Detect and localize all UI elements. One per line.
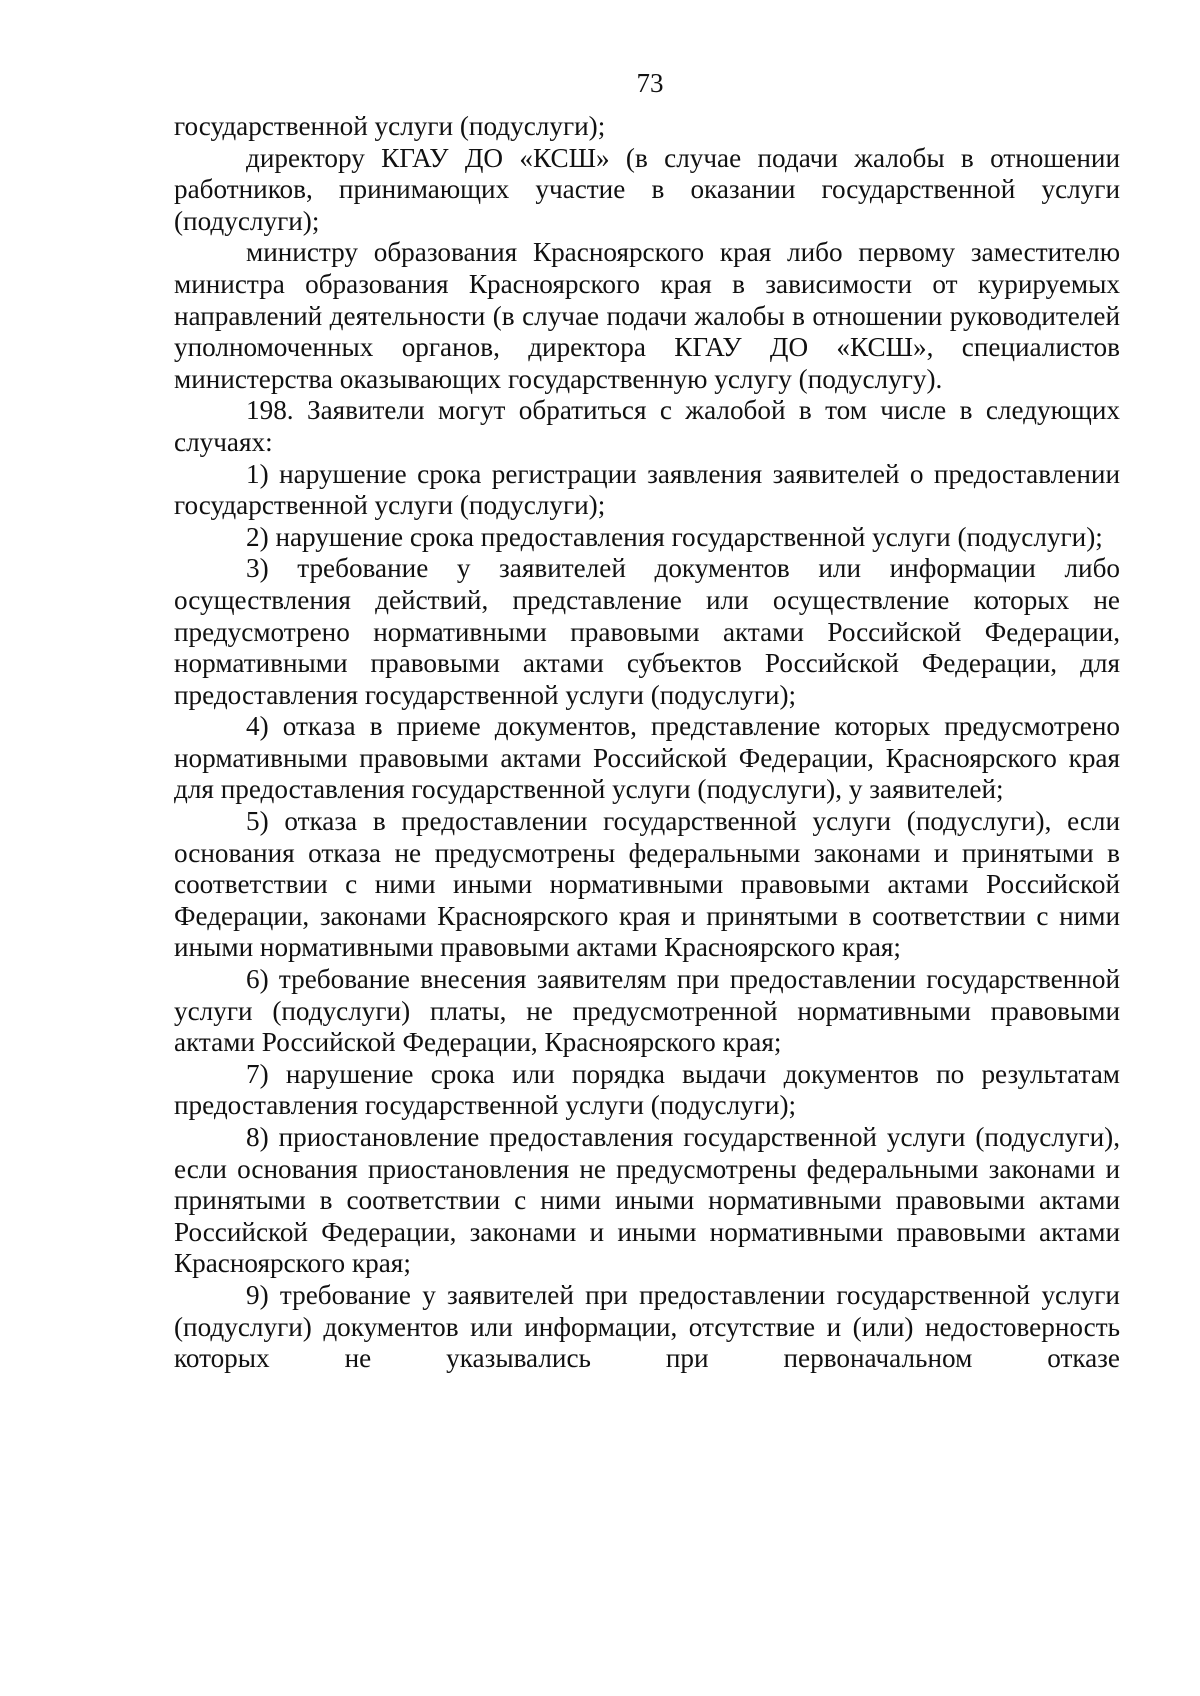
paragraph-continuation: государственной услуги (подуслуги); <box>174 111 606 141</box>
page-number: 73 <box>636 68 664 98</box>
list-item-2: 2) нарушение срока предоставления государственной услуги (подуслуги); <box>246 521 1103 552</box>
list-item-4: 4) отказа в приеме документов, представление которых предусмотрено нормативными правовыми актами Российской Федерации, Красноярского края для предоставления государственной услуги (подуслуги), у заявителей; <box>174 711 1120 805</box>
list-item-8: 8) приостановление предоставления государственной услуги (подуслуги), если основания приостановления не предусмотрены федеральными законами и принятыми в соответствии с ними иными нормативными правовыми актами Российской Федерации, законами и иными нормативными правовыми актами Красноярского края; <box>174 1122 1120 1279</box>
paragraph-minister: министру образования Красноярского края либо первому заместителю министра образования Красноярского края в зависимости от курируемых направлений деятельности (в случае подачи жалобы в отношении руководителей уполномоченных органов, директора КГАУ ДО «КСШ», специалистов министерства оказывающих государственную услугу (подуслугу). <box>174 237 1120 394</box>
list-item-9: 9) требование у заявителей при предоставлении государственной услуги (подуслуги) документов или информации, отсутствие и (или) недостоверность которых не указывались при первоначальном отказе <box>174 1279 1120 1374</box>
list-item-5: 5) отказа в предоставлении государственной услуги (подуслуги), если основания отказа не предусмотрены федеральными законами и принятыми в соответствии с ними иными нормативными правовыми актами Российской Федерации, законами Красноярского края и принятыми в соответствии с ними иными нормативными правовыми актами Красноярского края; <box>174 806 1120 963</box>
list-item-7: 7) нарушение срока или порядка выдачи документов по результатам предоставления государственной услуги (подуслуги); <box>174 1058 1120 1121</box>
list-item-1: 1) нарушение срока регистрации заявления заявителей о предоставлении государственной услуги (подуслуги); <box>174 458 1120 521</box>
list-item-3: 3) требование у заявителей документов или информации либо осуществления действий, представление или осуществление которых не предусмотрено нормативными правовыми актами Российской Федерации, нормативными правовыми актами субъектов Российской Федерации, для предоставления государственной услуги (подуслуги); <box>174 553 1120 710</box>
paragraph-198: 198. Заявители могут обратиться с жалобой в том числе в следующих случаях: <box>174 395 1120 457</box>
paragraph-director: директору КГАУ ДО «КСШ» (в случае подачи жалобы в отношении работников, принимающих участие в оказании государственной услуги (подуслуги); <box>174 142 1120 236</box>
list-item-6: 6) требование внесения заявителям при предоставлении государственной услуги (подуслуги) платы, не предусмотренной нормативными правовыми актами Российской Федерации, Красноярского края; <box>174 964 1120 1058</box>
document-body <box>174 111 1120 1375</box>
